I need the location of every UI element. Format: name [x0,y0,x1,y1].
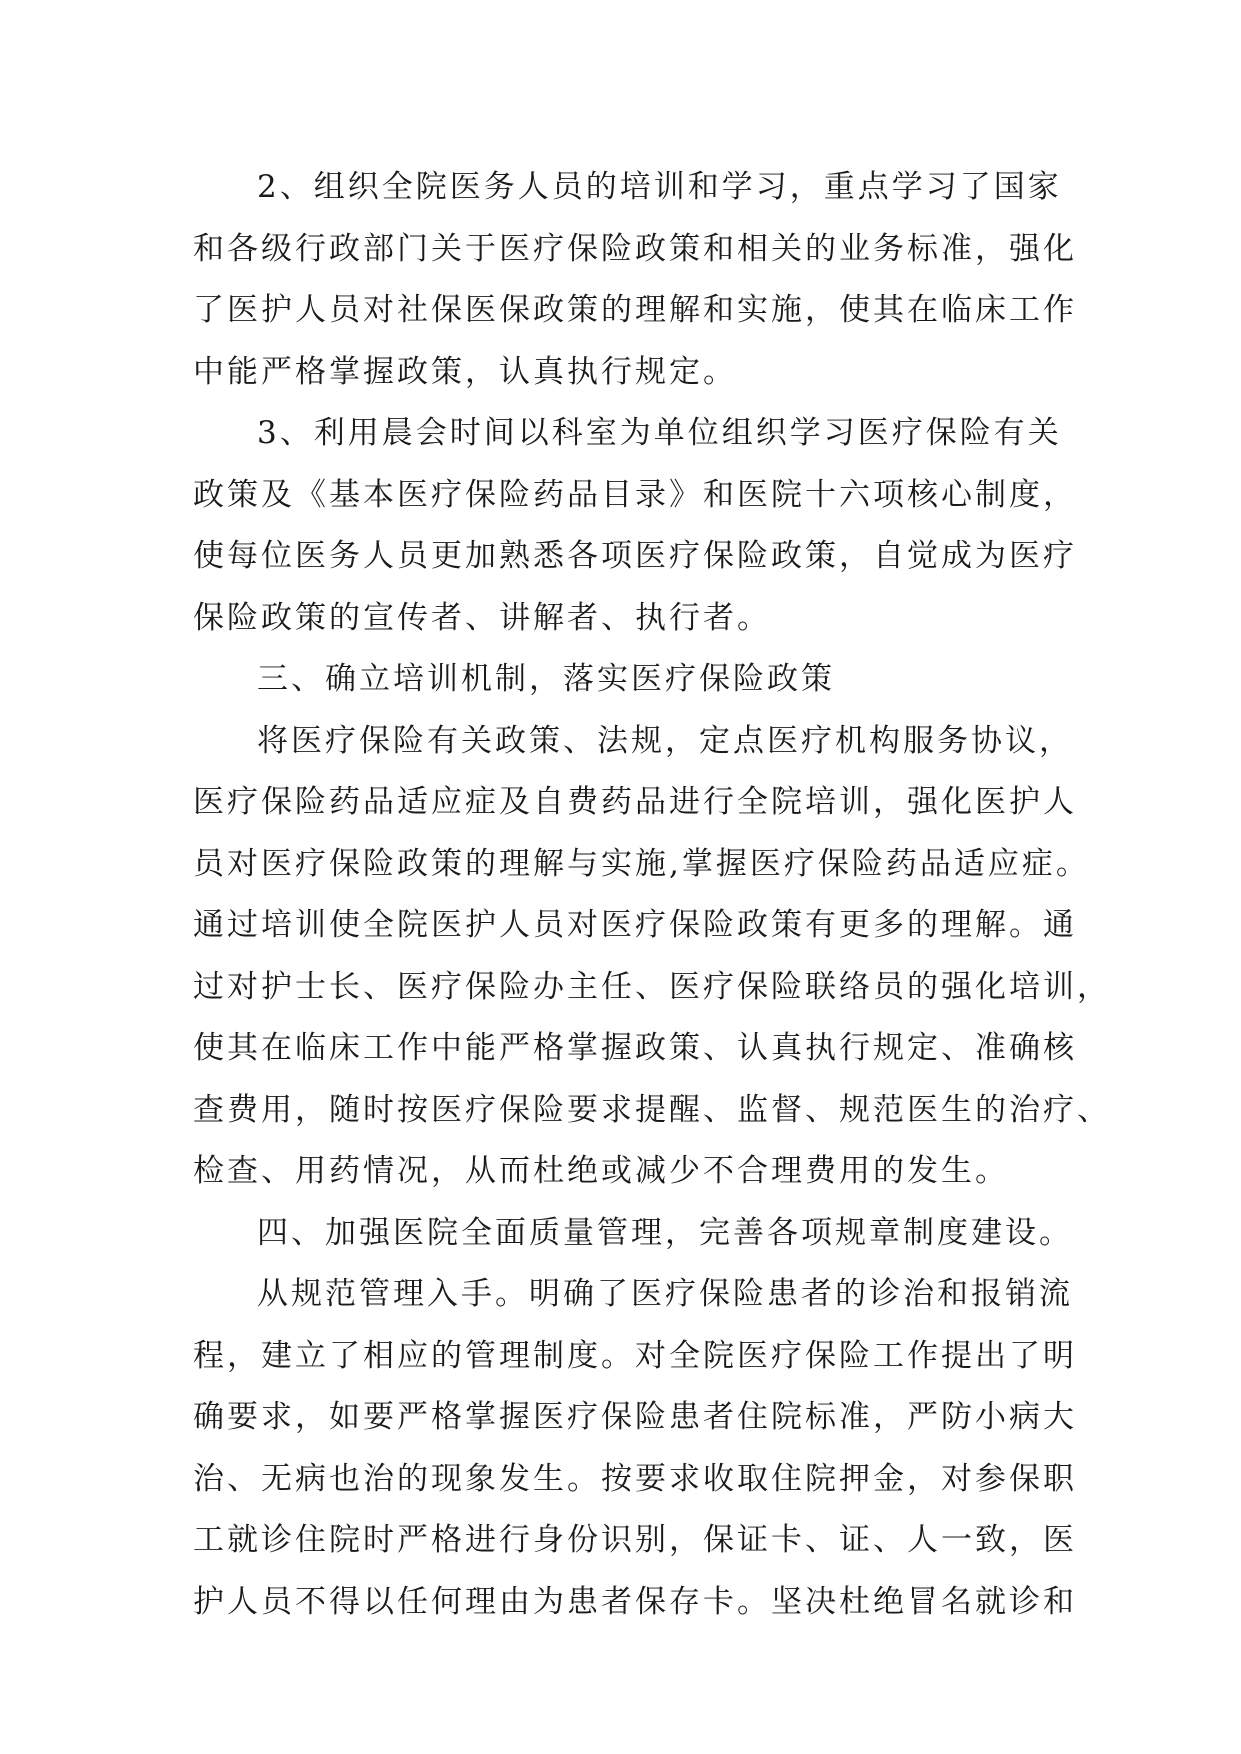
text-line: 护人员不得以任何理由为患者保存卡。坚决杜绝冒名就诊和 [193,1583,1077,1620]
text-line: 3、利用晨会时间以科室为单位组织学习医疗保险有关 [257,415,1062,451]
text-line: 查费用，随时按医疗保险要求提醒、监督、规范医生的治疗、 [193,1091,1111,1128]
text-line: 保险政策的宣传者、讲解者、执行者。 [193,599,771,636]
text-line: 从规范管理入手。明确了医疗保险患者的诊治和报销流 [257,1276,1073,1312]
text-line: 使其在临床工作中能严格掌握政策、认真执行规定、准确核 [193,1030,1077,1066]
text-line: 通过培训使全院医护人员对医疗保险政策有更多的理解。通 [193,907,1077,943]
paragraph-training-study [193,157,1077,403]
document-page [193,157,1111,1633]
text-line: 了医护人员对社保医保政策的理解和实施，使其在临床工作 [193,292,1077,328]
paragraph-morning-meeting [193,403,1077,649]
text-line: 确要求，如要严格掌握医疗保险患者住院标准，严防小病大 [193,1399,1077,1435]
heading-line: 四、加强医院全面质量管理，完善各项规章制度建设。 [257,1214,1073,1251]
paragraph-standard-management [193,1264,1077,1633]
text-line: 和各级行政部门关于医疗保险政策和相关的业务标准，强化 [193,230,1077,267]
text-line: 2、组织全院医务人员的培训和学习，重点学习了国家 [257,169,1062,205]
heading-line: 三、确立培训机制，落实医疗保险政策 [257,661,835,697]
section-heading-three [193,649,1065,711]
text-line: 将医疗保险有关政策、法规，定点医疗机构服务协议， [257,722,1073,759]
text-line: 检查、用药情况，从而杜绝或减少不合理费用的发生。 [193,1153,1009,1189]
paragraph-training-mechanism [193,711,1111,1203]
text-line: 使每位医务人员更加熟悉各项医疗保险政策，自觉成为医疗 [193,538,1077,574]
text-line: 治、无病也治的现象发生。按要求收取住院押金，对参保职 [193,1460,1077,1497]
text-line: 工就诊住院时严格进行身份识别，保证卡、证、人一致，医 [193,1522,1077,1558]
text-line: 员对医疗保险政策的理解与实施,掌握医疗保险药品适应症。 [193,845,1090,882]
text-line: 政策及《基本医疗保险药品目录》和医院十六项核心制度， [193,476,1077,513]
text-line: 医疗保险药品适应症及自费药品进行全院培训，强化医护人 [193,784,1077,820]
text-line: 过对护士长、医疗保险办主任、医疗保险联络员的强化培训， [193,968,1111,1005]
text-line: 中能严格掌握政策，认真执行规定。 [193,353,737,390]
text-line: 程，建立了相应的管理制度。对全院医疗保险工作提出了明 [193,1337,1077,1374]
section-heading-four [193,1203,1073,1265]
